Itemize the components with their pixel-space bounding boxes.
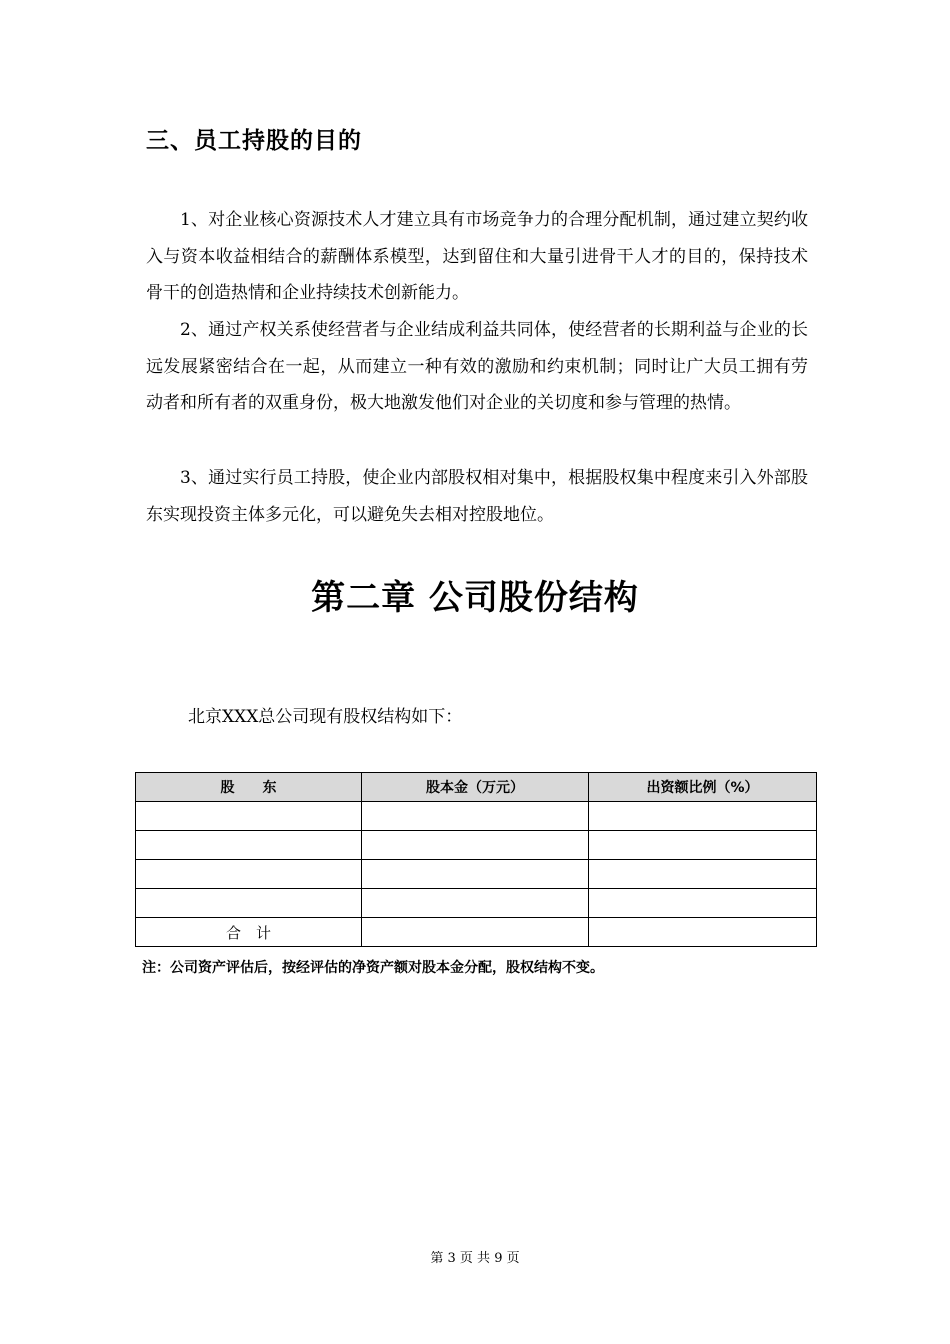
chapter-title: 第二章 公司股份结构 bbox=[311, 578, 639, 618]
table-cell bbox=[589, 831, 817, 860]
header-shareholder: 股 东 bbox=[136, 773, 362, 802]
page-footer: 第 3 页 共 9 页 bbox=[430, 1251, 520, 1266]
table-cell bbox=[589, 860, 817, 889]
table-cell bbox=[136, 831, 362, 860]
table-cell bbox=[362, 889, 589, 918]
table-cell bbox=[589, 802, 817, 831]
table-row bbox=[136, 802, 817, 831]
table-cell bbox=[136, 860, 362, 889]
header-capital: 股本金（万元） bbox=[362, 773, 589, 802]
table-cell bbox=[589, 889, 817, 918]
table-total-row bbox=[136, 918, 817, 947]
paragraph-2: 2、通过产权关系使经营者与企业结成利益共同体，使经营者的长期利益与企业的长远发展紧密结合在一起，从而建立一种有效的激励和约束机制；同时让广大员工拥有劳动者和所有者的双重身份，极大地激发他们对企业的关切度和参与管理的热情。 bbox=[146, 320, 808, 413]
table-intro: 北京XXX总公司现有股权结构如下： bbox=[188, 707, 463, 727]
paragraph-1: 1、对企业核心资源技术人才建立具有市场竞争力的合理分配机制，通过建立契约收入与资本收益相结合的薪酬体系模型，达到留住和大量引进骨干人才的目的，保持技术骨干的创造热情和企业持续技术创新能力。 bbox=[146, 210, 808, 303]
table-row bbox=[136, 889, 817, 918]
table-cell bbox=[362, 802, 589, 831]
table-header-row bbox=[136, 773, 817, 802]
shareholding-table bbox=[135, 772, 817, 947]
total-capital-cell bbox=[362, 918, 589, 947]
table-cell bbox=[362, 831, 589, 860]
header-ratio: 出资额比例（%） bbox=[589, 773, 817, 802]
table-cell bbox=[136, 889, 362, 918]
table-cell bbox=[362, 860, 589, 889]
section-heading: 三、员工持股的目的 bbox=[146, 128, 362, 154]
table-row bbox=[136, 831, 817, 860]
table-cell bbox=[136, 802, 362, 831]
paragraph-3: 3、通过实行员工持股，使企业内部股权相对集中，根据股权集中程度来引入外部股东实现投资主体多元化，可以避免失去相对控股地位。 bbox=[146, 468, 808, 525]
total-ratio-cell bbox=[589, 918, 817, 947]
table-note: 注：公司资产评估后，按经评估的净资产额对股本金分配，股权结构不变。 bbox=[142, 960, 604, 976]
table-row bbox=[136, 860, 817, 889]
total-label: 合 计 bbox=[136, 918, 362, 947]
